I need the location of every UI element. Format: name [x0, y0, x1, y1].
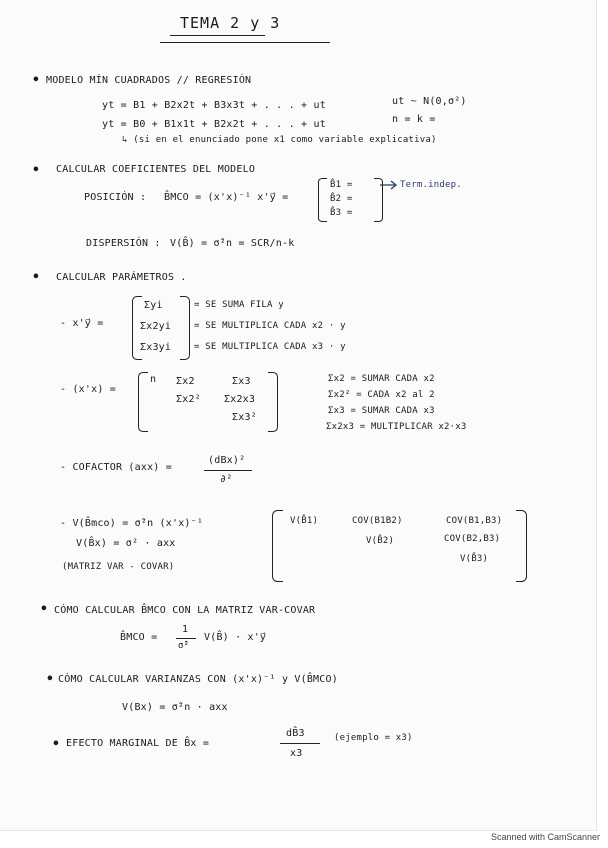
m-r1-c1: V(B̂1): [290, 516, 319, 526]
posicion-equation: B̂MCO = (x'x)⁻¹ x'y⃗ =: [164, 192, 289, 203]
xy-label: - x'y⃗ =: [60, 318, 104, 329]
variance-eq-1: - V(B̂mco) = σ̂²n (x'x)⁻¹: [60, 518, 204, 529]
efecto-example-note: (ejemplo = x3): [334, 733, 413, 743]
xx-note-4: Σx2x3 = MULTIPLICAR x2·x3: [326, 422, 467, 432]
varcovar-right-paren: [516, 510, 527, 582]
efecto-numerator: dB̂3: [286, 728, 305, 739]
xy-note-1: = SE SUMA FILA y: [194, 300, 284, 310]
page-title: TEMA 2 y 3: [180, 14, 281, 32]
bmco-eq-numerator: 1: [182, 624, 189, 635]
m-r1-c3: COV(B1,B3): [446, 516, 503, 526]
equation-model-2: yt = B0 + B1x1t + B2x2t + . . . + ut: [102, 119, 326, 130]
cofactor-fraction-bar: [204, 470, 252, 471]
efecto-fraction-bar: [280, 743, 320, 744]
title-underline-2: [160, 42, 330, 43]
varcovar-left-paren: [272, 510, 283, 582]
enunciado-note: ↳ (si en el enunciado pone x1 como variable explicativa): [122, 135, 437, 145]
cofactor-numerator: (dBx)²: [208, 455, 246, 466]
xy-row-2: Σx2yi: [140, 321, 172, 332]
xx-note-2: Σx2² = CADA x2 al 2: [328, 390, 435, 400]
bmco-eq-denominator: σ̂²: [178, 641, 190, 651]
vector-b1: B̂1 =: [330, 180, 353, 190]
xx-r2-c3: Σx2x3: [224, 394, 256, 405]
variance-eq-2: V(B̂x) = σ² · axx: [76, 538, 176, 549]
arrow-icon: [380, 180, 400, 190]
m-r2-c2: V(B̂2): [366, 536, 395, 546]
term-indep-note: Term.indep.: [400, 180, 462, 190]
xy-note-3: = SE MULTIPLICA CADA x3 · y: [194, 342, 346, 352]
dispersion-label: DISPERSIÓN :: [86, 238, 161, 249]
efecto-denominator: x3: [290, 748, 303, 759]
xy-right-paren: [180, 296, 190, 360]
cofactor-label: - COFACTOR (axx) =: [60, 462, 172, 473]
xx-r1-c2: Σx2: [176, 376, 195, 387]
matrix-var-covar-label: (MATRIZ VAR - COVAR): [62, 562, 175, 572]
bullet-4: •: [40, 602, 49, 617]
heading-coeficientes: CALCULAR COEFICIENTES DEL MODELO: [56, 164, 256, 175]
heading-bmco-varcovar: CÓMO CALCULAR B̂MCO CON LA MATRIZ VAR-COVAR: [54, 605, 316, 616]
xx-note-3: Σx3 = SUMAR CADA x3: [328, 406, 435, 416]
bmco-eq-right: V(B̂) · x'y⃗: [204, 632, 267, 643]
bullet-1: •: [32, 73, 41, 88]
posicion-label: POSICIÓN :: [84, 192, 147, 203]
m-r2-c3: COV(B2,B3): [444, 534, 501, 544]
bullet-2: •: [32, 163, 41, 178]
vector-b2: B̂2 =: [330, 194, 353, 204]
bmco-fraction-bar: [176, 638, 196, 639]
xx-left-paren: [138, 372, 148, 432]
bullet-3: •: [32, 270, 41, 285]
m-r1-c2: COV(B1B2): [352, 516, 403, 526]
heading-parametros: CALCULAR PARÁMETROS .: [56, 272, 187, 283]
heading-efecto-marginal: EFECTO MARGINAL DE B̂x =: [66, 738, 210, 749]
m-r3-c3: V(B̂3): [460, 554, 489, 564]
xy-note-2: = SE MULTIPLICA CADA x2 · y: [194, 321, 346, 331]
heading-modelo: MODELO MÍN CUADRADOS // REGRESIÓN: [46, 75, 252, 86]
xx-note-1: Σx2 = SUMAR CADA x2: [328, 374, 435, 384]
n-k-note: n = k =: [392, 114, 436, 125]
equation-model-1: yt = B1 + B2x2t + B3x3t + . . . + ut: [102, 100, 326, 111]
bullet-5: •: [46, 672, 55, 687]
xx-r3-c3: Σx3²: [232, 412, 257, 423]
title-underline: [170, 35, 265, 36]
xy-row-3: Σx3yi: [140, 342, 172, 353]
dispersion-equation: V(B̂) = σ̂²n = SCR/n-k: [170, 238, 295, 249]
bmco-eq-left: B̂MCO =: [120, 632, 158, 643]
vector-b3: B̂3 =: [330, 208, 353, 218]
scanner-watermark: Scanned with CamScanner: [490, 832, 600, 842]
xx-right-paren: [268, 372, 278, 432]
xx-r1-c1: n: [150, 374, 157, 385]
vector-left-paren: [318, 178, 327, 222]
xx-label: - (x'x) =: [60, 384, 116, 395]
error-distribution: ut ~ N(0,σ²): [392, 96, 467, 107]
xx-r1-c3: Σx3: [232, 376, 251, 387]
xx-r2-c2: Σx2²: [176, 394, 201, 405]
xy-row-1: Σyi: [144, 300, 163, 311]
heading-varianzas: CÓMO CALCULAR VARIANZAS CON (x'x)⁻¹ y V(B̂MCO): [58, 674, 338, 685]
varianzas-eq: V(Bx) = σ̂²n · axx: [122, 702, 228, 713]
bullet-6: •: [52, 737, 61, 752]
cofactor-denominator: ∂²: [220, 474, 233, 485]
